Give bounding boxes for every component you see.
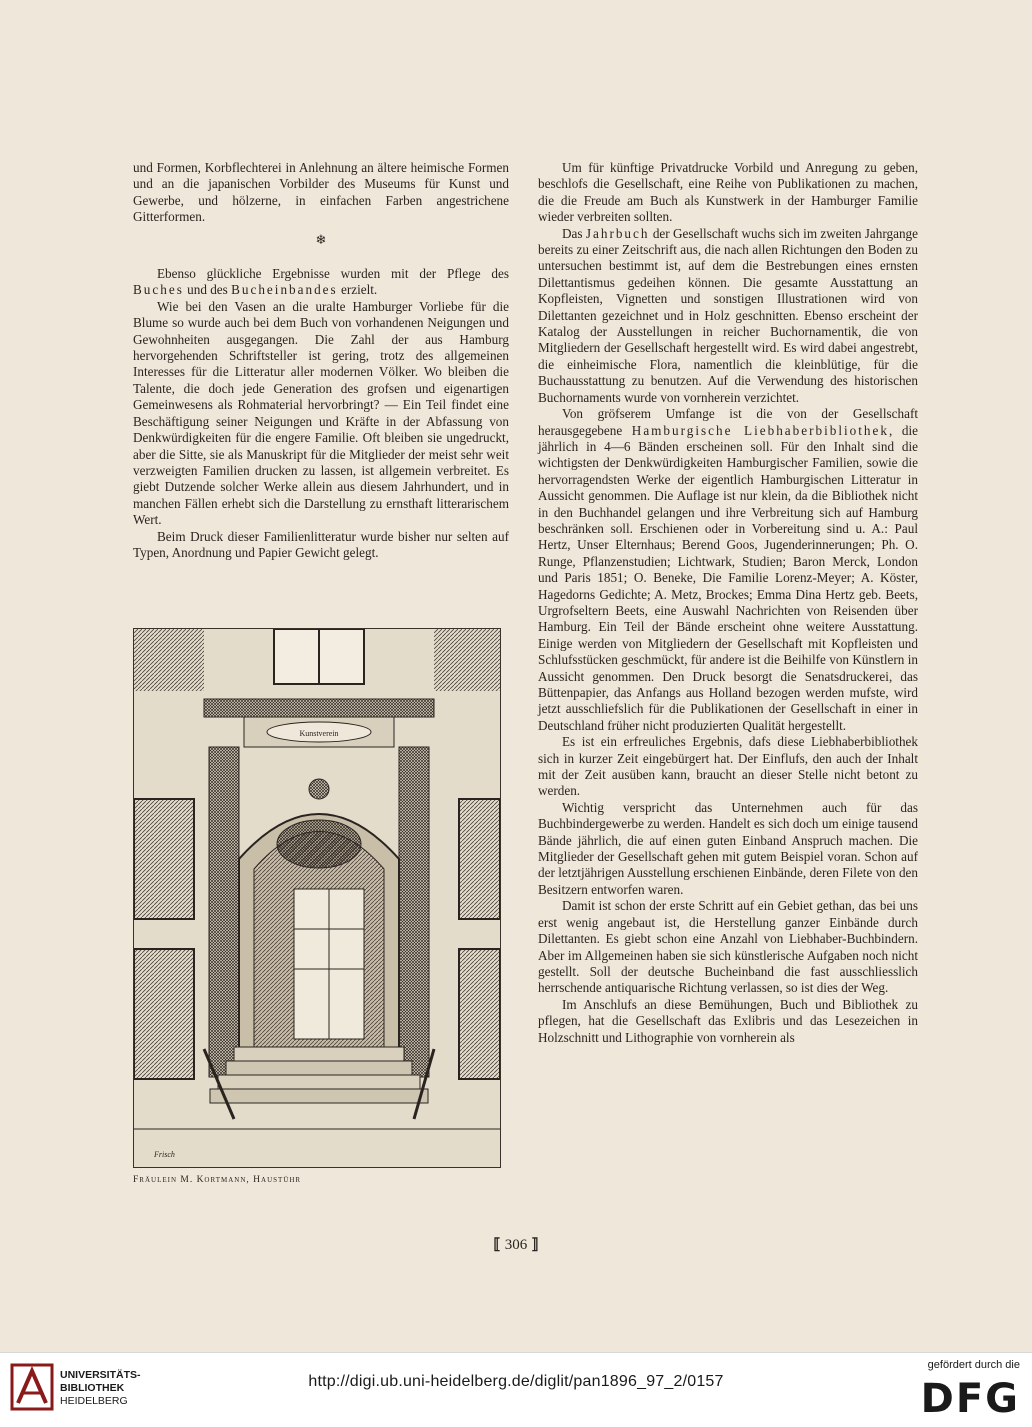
page-bracket-close: ⟧ xyxy=(531,1235,539,1253)
paragraph: Das Jahrbuch der Gesellschaft wuchs sich im zweiten Jahrgange bereits zu einer Zeitschrift aus, die nach allen Richtungen den Boden zu untersuchen bestimmt ist, auf dem die Bestrebungen eines ernsten Dilettantismus gedeihen können. Die gesamte Ausstattung an Kopfleisten, Vignetten und sonstigen Illustrationen wird von Dilettanten gezeichnet und in Holz geschnitten. Ebenso erscheint der Katalog der Ausstellungen in reicher Buchornamentik, die von Mitgliedern der Gesellschaft hergestellt wird. Es wird dabei angestrebt, die einheimische Flora, namentlich die kleinblütige, für die Buchausstattung zu benutzen. Auf die Verwendung des historischen Buchornaments wurde von vornherein verzichtet. xyxy=(538,225,918,405)
page-bracket-open: ⟦ xyxy=(493,1235,501,1253)
library-name: UNIVERSITÄTS- BIBLIOTHEK HEIDELBERG xyxy=(60,1369,141,1407)
paragraph: Damit ist schon der erste Schritt auf ein Gebiet gethan, das bei uns erst wenig angebaut ist, die Herstellung ganzer Einbände durch Dilettanten. Es giebt schon eine Anzahl von Liebhaber-Buchbindern. Aber im Allgemeinen haben sie sich künstlerische Aufgaben noch nicht gestellt. Soll der deutsche Bucheinband die fast ausschliesslich herrschende antiquarische Richtung verlassen, so ist dies der Weg. xyxy=(538,898,918,996)
dfg-logo: DFG xyxy=(920,1376,1020,1422)
funding-note: gefördert durch die xyxy=(927,1359,1020,1371)
engraving-drawing xyxy=(134,629,500,1167)
artist-signature: Frisch xyxy=(154,1150,175,1159)
paragraph: Um für künftige Privatdrucke Vorbild und Anregung zu geben, beschlofs die Gesellschaft, eine Reihe von Publikationen zu machen, die die Freude am Buch als Kunstwerk in der Hamburger Familie wieder verbreiten sollten. xyxy=(538,160,918,225)
right-text-column xyxy=(538,160,918,1046)
spaced-term: Bucheinbandes xyxy=(231,282,338,298)
paragraph: Wichtig verspricht das Unternehmen auch für das Buchbindergewerbe zu werden. Handelt es sich doch um einige tausend Bände jährlich, die auf einen guten Einband Anspruch machen. Die Mitglieder der Gesellschaft gehen mit gutem Beispiel voran. Schon auf der letztjährigen Ausstellung erschienen Einbände, deren Filete von den Besitzern entworfen waren. xyxy=(538,799,918,897)
paragraph: und Formen, Korbflechterei in Anlehnung an ältere heimische Formen und an die japanischen Vorbilder des Museums für Kunst und Gewerbe, und hölzerne, in einfachen Farben angestrichene Gitterformen. xyxy=(133,160,509,225)
spaced-term: Buches xyxy=(133,282,184,298)
left-text-column xyxy=(133,160,509,561)
paragraph: Im Anschlufs an diese Bemühungen, Buch und Bibliothek zu pflegen, hat die Gesellschaft das Exlibris und das Lesezeichen in Holzschnitt und Lithographie von vornherein als xyxy=(538,996,918,1045)
page-number xyxy=(0,1235,1032,1254)
page-number-value: 306 xyxy=(504,1237,528,1253)
footer-bar xyxy=(0,1352,1032,1427)
paragraph: Beim Druck dieser Familienlitteratur wurde bisher nur selten auf Typen, Anordnung und Papier Gewicht gelegt. xyxy=(133,528,509,560)
paragraph: Wie bei den Vasen an die uralte Hamburger Vorliebe für die Blume so wurde auch bei dem Buch von vorhandenen Neigungen und Gewohnheiten ausgegangen. Die Zahl der aus Hamburg hervorgehenden Schriftsteller ist gering, trotz des allgemeinen Interesses für die Litteratur aller modernen Völker. Wo bleiben die Talente, die doch jede Generation des grofsen und eigenartigen Gemeinwesens als Rohmaterial hervorbringt? — Ein Teil findet eine Beschäftigung seiner Neigungen und Kräfte in der Abfassung von Denkwürdigkeiten für die engere Familie. Oft bleiben sie ungedruckt, aber die Sitte, sie als Manuskript für die Mitglieder der meist sehr weit verzweigten Familien drucken zu lassen, ist allgemein verbreitet. Es giebt Dutzende solcher Werke allein aus diesem Jahrhundert, und in manchen Fällen erhebt sich die Darstellung zu ernsthaft litterarischem Wert. xyxy=(133,298,509,528)
paragraph: Es ist ein erfreuliches Ergebnis, dafs diese Liebhaberbibliothek sich in kurzer Zeit eingebürgert hat. Der Einflufs, den auch der Inhalt mit der Zeit ausüben kann, braucht an dieser Stelle nicht betont zu werden. xyxy=(538,734,918,799)
paragraph: Ebenso glückliche Ergebnisse wurden mit der Pflege des Buches und des Bucheinbandes erzielt. xyxy=(133,266,509,298)
permalink-url[interactable]: http://digi.ub.uni-heidelberg.de/diglit/pan1896_97_2/0157 xyxy=(308,1373,724,1390)
spaced-term: Hamburgische Liebhaberbibliothek xyxy=(631,422,889,438)
separator-asterism: ❄ xyxy=(315,231,327,247)
paragraph: Von gröfserem Umfange ist die von der Gesellschaft herausgegebene Hamburgische Liebhaberbibliothek, die jährlich in 4—6 Bänden erscheinen soll. Für den Inhalt sind die wichtigsten der Denkwürdigkeiten Hamburgischer Familien, sowie die hervorragendsten Werke der eigentlich Hamburgischen Litteratur in Aussicht genommen. Die Auflage ist nur klein, da die Bibliothek nicht in den Buchhandel gelangen und ihre Verbreitung sich auf Hamburg beschränken soll. Erschienen oder in Vorbereitung sind u. A.: Paul Hertz, Unser Elternhaus; Berend Goos, Jugenderinnerungen; Ph. O. Runge, Pflanzenstudien; Lichtwark, Studien; Baron Merck, London und Paris 1851; O. Beneke, Die Familie Lorenz-Meyer; A. Köster, Hagedorns Gedichte; A. Metz, Brockes; Emma Dina Hertz geb. Beets, Urgrofseltern Beets, eine Auswahl Nachrichten von Reisenden über Hamburg. Ein Teil der Bände erscheint ohne weitere Ausstattung. Einige werden von Mitgliedern der Gesellschaft mit Kopfleisten und Schlufsstücken geschmückt, für andere ist die Beihilfe von Künstlern in Aussicht genommen. Den Druck besorgt die Senatsdruckerei, das Büttenpapier, das Anfangs aus Holland bezogen werden mufste, wird jetzt ausschliefslich für die Publikationen der Gesellschaft in einer in Deutschland früher nicht produzierten Qualität hergestellt. xyxy=(538,406,918,733)
plaque-inscription: Kunstverein xyxy=(299,729,339,738)
figure-caption: Fräulein M. Kortmann, Haustühr xyxy=(133,1175,302,1185)
spaced-term: Jahrbuch xyxy=(585,225,650,241)
doorway-engraving xyxy=(133,628,501,1168)
